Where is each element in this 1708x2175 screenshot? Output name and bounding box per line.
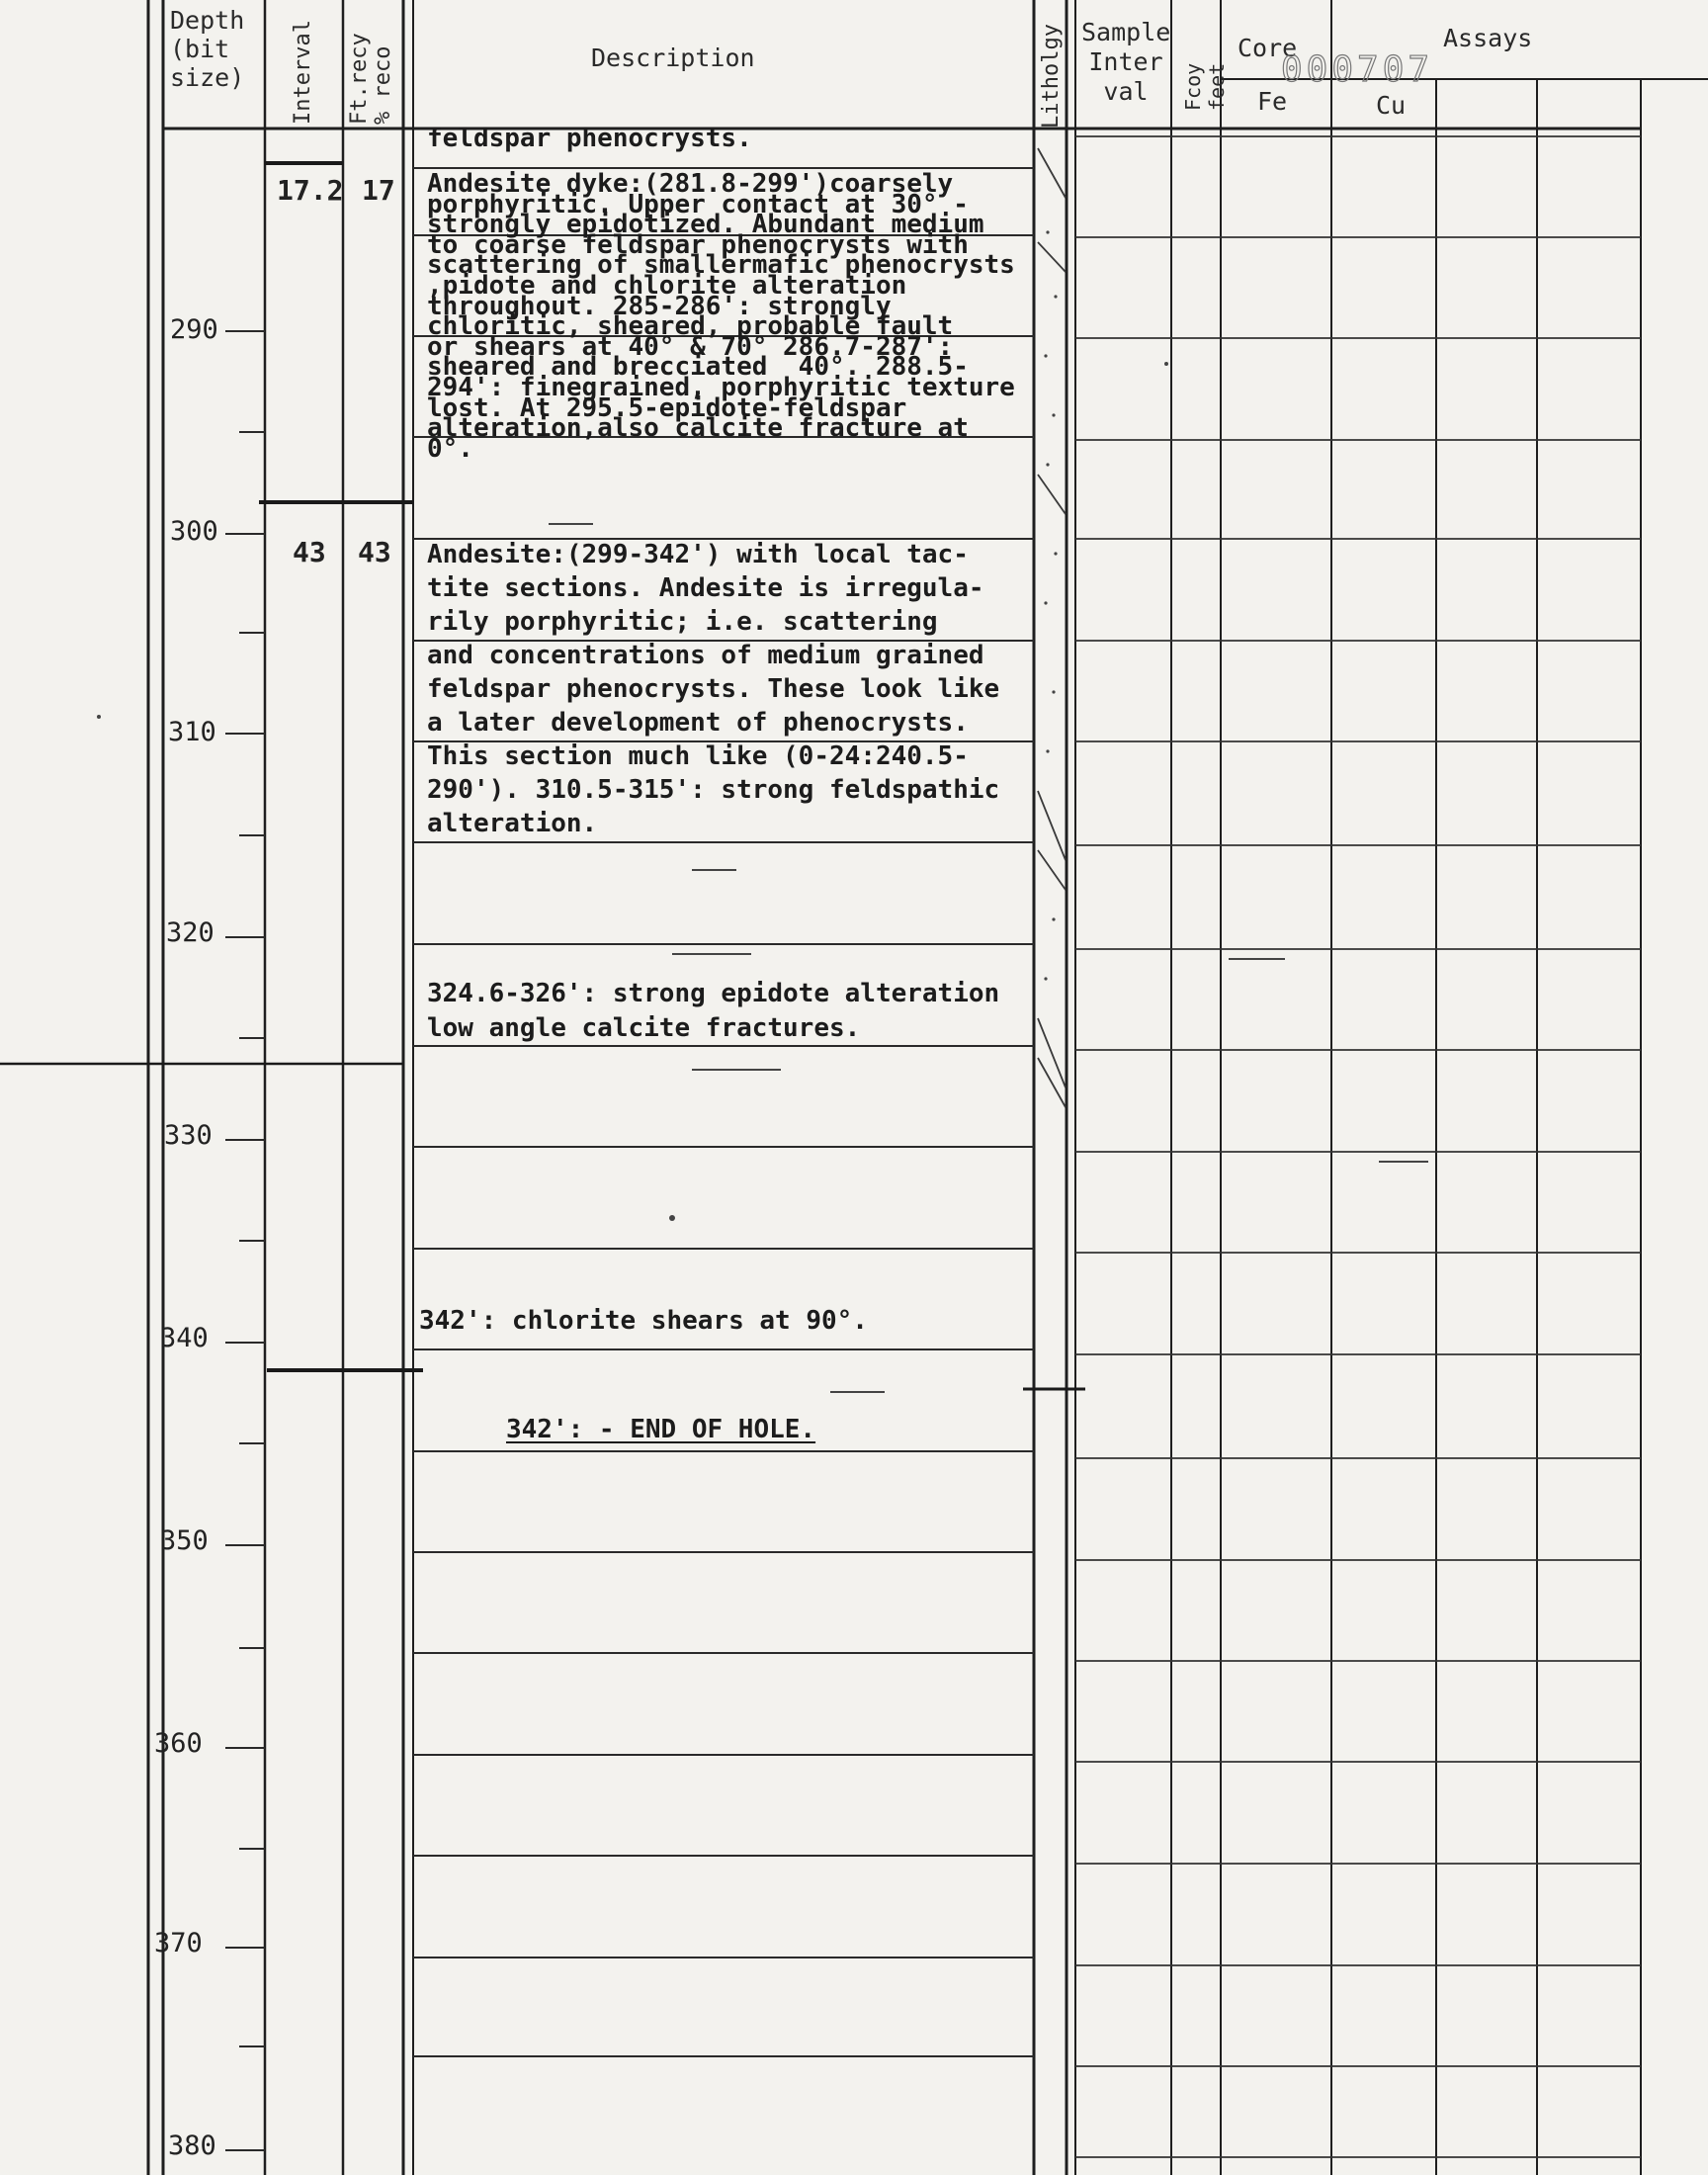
description-entry-andesite-dyke: Andesite dyke:(281.8-299')coarsely porphyritic. Upper contact at 30° - strongly epidotized. Abundant medium to coarse feldspar phenocrysts with scattering of smallermafic phenocrysts ,pidote and chlorite alteration throughout. 285-286': strongly chloritic, sheared, probable fault or shears at 40° & 70° 286.7-287': sheared and brecciated 40°. 288.5- 294': finegrained, porphyritic texture lost. At 295.5-epidote-feldspar alteration,also calcite fracture at 0°. <box>427 169 1015 464</box>
description-entry-chlorite-shears: 342': chlorite shears at 90°. <box>419 1306 868 1336</box>
depth-label-360: 360 <box>154 1728 203 1759</box>
header-fe: Fe <box>1257 87 1288 116</box>
depth-label-340: 340 <box>160 1323 209 1353</box>
end-of-hole-note: 342': - END OF HOLE. <box>506 1415 816 1444</box>
depth-label-380: 380 <box>168 2131 216 2161</box>
recovery-value: 17 <box>362 174 395 207</box>
document-stamp-number: 000707 <box>1281 49 1434 90</box>
depth-label-320: 320 <box>166 917 214 948</box>
header-depth: Depth (bit size) <box>170 6 245 92</box>
description-entry: feldspar phenocrysts. <box>427 124 752 153</box>
interval-value: 43 <box>293 536 326 568</box>
depth-label-300: 300 <box>170 516 218 547</box>
description-entry-epidote: 324.6-326': strong epidote alteration low angle calcite fractures. <box>427 979 1000 1043</box>
header-description: Description <box>591 44 755 72</box>
interval-value: 17.2 <box>277 174 344 207</box>
header-footage: Fcoy feet <box>1181 62 1229 111</box>
header-assays: Assays <box>1443 24 1533 52</box>
header-ft-recovery: Ft.recy % reco <box>347 33 395 125</box>
depth-label-310: 310 <box>168 717 216 747</box>
header-core: Core <box>1238 34 1298 62</box>
depth-label-370: 370 <box>154 1928 203 1958</box>
recovery-value: 43 <box>358 536 391 568</box>
header-cu: Cu <box>1376 91 1407 120</box>
depth-label-350: 350 <box>160 1525 209 1556</box>
header-sample-interval: Sample Inter val <box>1081 18 1171 106</box>
header-lithology: Litholgy <box>1039 24 1064 129</box>
depth-label-290: 290 <box>170 314 218 345</box>
header-interval: Interval <box>291 20 315 125</box>
description-entry-andesite: Andesite:(299-342') with local tac- tite sections. Andesite is irregula- rily porphyritic; i.e. scattering and concentrations of medium grained feldspar phenocrysts. These look like a later development of phenocrysts. This section much like (0-24:240.5- 290'). 310.5-315': strong feldspathic alteration. <box>427 540 1000 838</box>
depth-label-330: 330 <box>164 1120 213 1151</box>
